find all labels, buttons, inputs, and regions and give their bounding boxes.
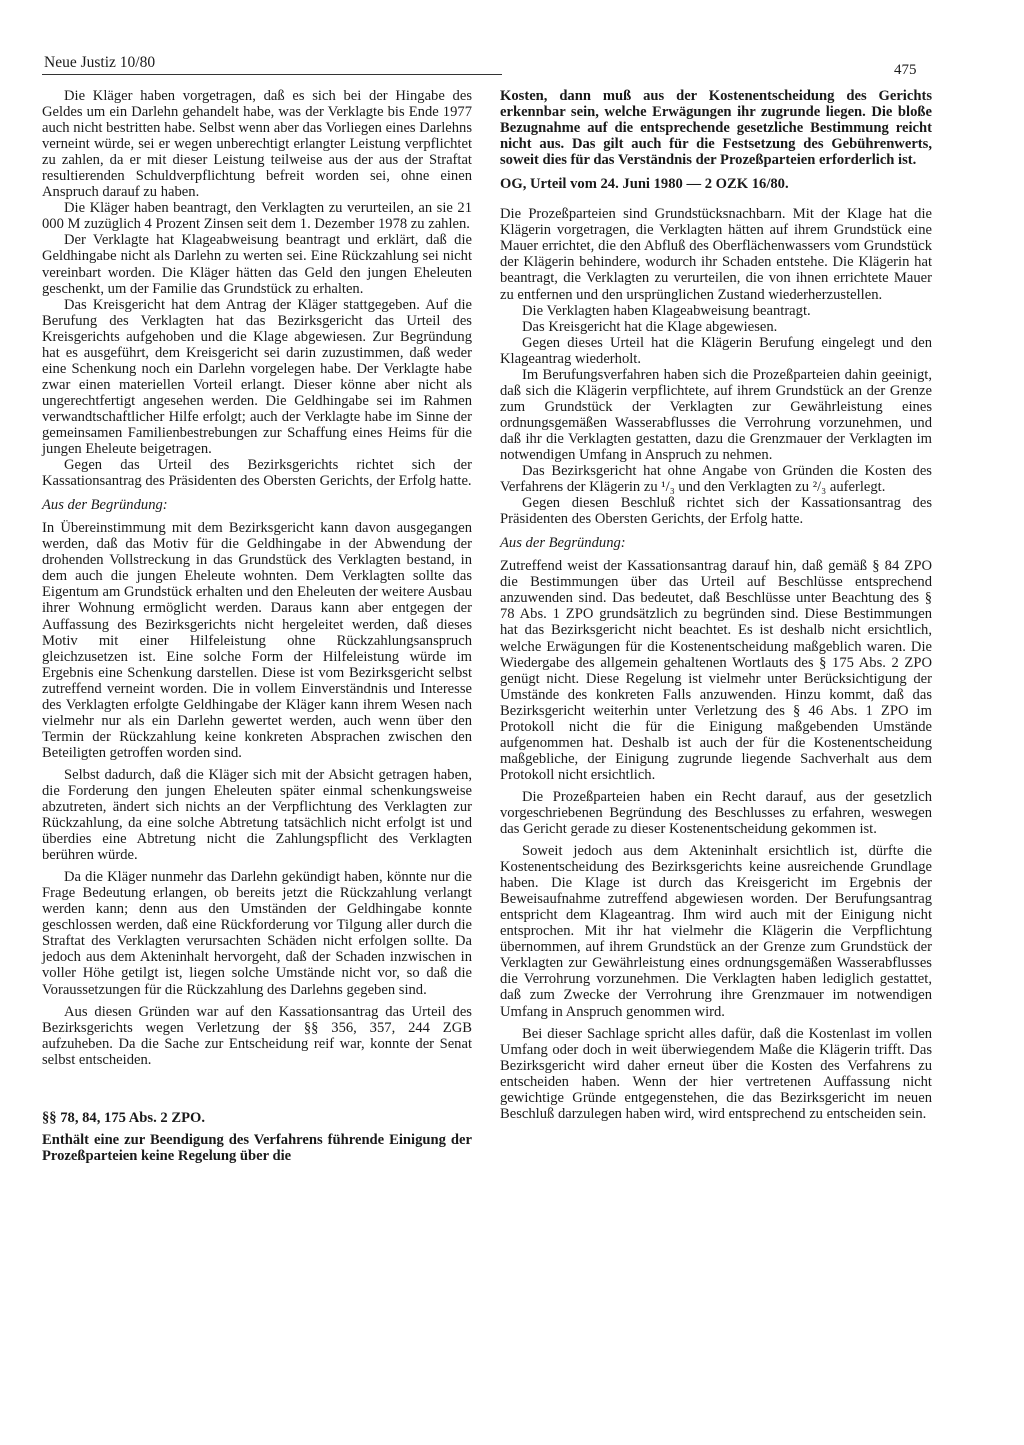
paragraph: Im Berufungsverfahren haben sich die Prozeßparteien dahin geeinigt, daß sich die Klägerin verpflichtete, auf ihrem Grundstück an der Grenze zum Grundstück der Verklagten zur Gewährleistung eines ordnungsgemäßen Wasserabflusses die Verrohrung vorzunehmen, und daß ihr die Verklagten gestatten, dazu die Grenzmauer der Verklagten im notwendigen Umfang in Anspruch zu nehmen. — [500, 366, 932, 463]
section-heading: Aus der Begründung: — [42, 497, 168, 514]
header-rule — [42, 74, 502, 75]
paragraph: Gegen dieses Urteil hat die Klägerin Berufung eingelegt und den Klageantrag wiederholt. — [500, 334, 932, 367]
headnote: Enthält eine zur Beendigung des Verfahrens führende Einigung der Prozeßparteien keine Regelung über die — [42, 1131, 472, 1164]
paragraph: Soweit jedoch aus dem Akteninhalt ersichtlich ist, dürfte die Kostenentscheidung des Bezirksgerichts keine ausreichende Grundlage haben. Die Klage ist durch das Kreisgericht im Ergebnis der Beweisaufnahme zutreffend abgewiesen worden. Der Berufungsantrag entspricht dem Klageantrag. Ihm wird auch mit der Einigung nicht entsprochen. Mit ihr hat vielmehr die Klägerin die Verpflichtung übernommen, auf ihrem Grundstück an der Grenze zum Grundstück der Verklagten zur Gewährleistung eines ordnungsgemäßen Wasserabflusses die Verrohrung vorzunehmen. Die Verklagten haben lediglich gestattet, daß zum Zwecke der Verrohrung ihre Grenzmauer im notwendigen Umfang in Anspruch genommen wird. — [500, 843, 932, 1020]
left-column — [42, 88, 472, 1164]
paragraph: Selbst dadurch, daß die Kläger sich mit der Absicht getragen haben, die Forderung den jungen Eheleuten später einmal schenkungsweise abzutreten, ändert sich nichts an der Verpflichtung des Verklagten zur Rückzahlung, da eine solche Abtretung tatsächlich nicht erfolgt ist und überdies eine Abtretung nicht die Zahlungspflicht des Verklagten berühren würde. — [42, 766, 472, 864]
paragraph: Gegen das Urteil des Bezirksgerichts richtet sich der Kassationsantrag des Präsidenten des Obersten Gerichts, der Erfolg hatte. — [42, 457, 472, 490]
paragraph: Das Kreisgericht hat die Klage abgewiesen. — [522, 318, 778, 335]
paragraph: Das Kreisgericht hat dem Antrag der Kläger stattgegeben. Auf die Berufung des Verklagten hat das Bezirksgericht das Urteil des Kreisgerichts aufgehoben und die Klage abgewiesen. Zur Begründung hat es ausgeführt, dem Kreisgericht sei darin zuzustimmen, daß weder eine Schenkung noch ein Darlehn vorgelegen habe. Der Verklagte habe zwar einen materiellen Vorteil erlangt. Dieser könne aber nicht als ungerechtfertigt angesehen werden. Die Geldhingabe sei im Rahmen verwandtschaftlicher Hilfe erfolgt; auch der Verklagte habe im Sinne der gemeinsamen Familienbestrebungen zur Schaffung eines Heims für die jungen Eheleute beigetragen. — [42, 296, 472, 458]
headnote-continued: Kosten, dann muß aus der Kostenentscheidung des Gerichts erkennbar sein, welche Erwägungen ihr zugrunde liegen. Die bloße Bezugnahme auf die entsprechende gesetzliche Bestimmung reicht nicht aus. Das gilt auch für die Festsetzung des Gebührenwerts, soweit dies für das Verständnis der Prozeßparteien erforderlich ist. — [500, 88, 932, 169]
paragraph: In Übereinstimmung mit dem Bezirksgericht kann davon ausgegangen werden, daß das Motiv für die Geldhingabe in der Abwendung der drohenden Vollstreckung in das Grundstück des Verklagten bestand, in dem auch die jungen Eheleute wohnten. Dem Verklagten sollte das Eigentum am Grundstück erhalten und den Eheleuten der weitere Ausbau ihrer Wohnung ermöglicht werden. Daraus kann aber entgegen der Auffassung des Bezirksgerichts nicht hergeleitet werden, daß dieses Motiv mit einer Hilfeleistung ohne Rückzahlungsanspruch gleichzusetzen ist. Eine solche Form der Hilfeleistung würde im Ergebnis eine Schenkung darstellen. Diese ist vom Bezirksgericht selbst zutreffend verneint worden. Die in vollem Einverständnis und Interesse des Verklagten erfolgte Geldhingabe der Kläger kann ihrem Wesen nach vielmehr nur als ein Darlehn gewertet werden, auch wenn über den Termin der Rückzahlung keine konkreten Absprachen zwischen den Beteiligten getroffen worden sind. — [42, 520, 472, 761]
paragraph: Die Prozeßparteien haben ein Recht darauf, aus der gesetzlich vorgeschriebenen Begründung des Beschlusses zu erfahren, weswegen das Gericht gerade zu dieser Kostenentscheidung gekommen ist. — [500, 788, 932, 838]
journal-header: Neue Justiz 10/80 — [44, 54, 156, 71]
paragraph: Aus diesen Gründen war auf den Kassationsantrag das Urteil des Bezirksgerichts wegen Verletzung der §§ 356, 357, 244 ZGB aufzuheben. Da die Sache zur Entscheidung reif war, konnte der Senat selbst entscheiden. — [42, 1003, 472, 1068]
paragraph: Die Kläger haben beantragt, den Verklagten zu verurteilen, an sie 21 000 M zuzüglich 4 Prozent Zinsen seit dem 1. Dezember 1978 zu zahlen. — [42, 200, 472, 233]
paragraph: Bei dieser Sachlage spricht alles dafür, daß die Kostenlast im vollen Umfang oder doch in weit überwiegendem Maße die Klägerin trifft. Das Bezirksgericht wird daher erneut über die Kosten des Verfahrens zu entscheiden haben. Wenn der hier vertretenen Auffassung nicht gewichtige Gründe entgegenstehen, die das Bezirksgericht im neuen Beschluß darzulegen haben wird, wird entsprechend zu entscheiden sein. — [500, 1025, 932, 1122]
statute-reference: §§ 78, 84, 175 Abs. 2 ZPO. — [42, 1109, 205, 1126]
case-citation: OG, Urteil vom 24. Juni 1980 — 2 OZK 16/80. — [500, 176, 789, 193]
page-number: 475 — [894, 62, 917, 78]
paragraph: Gegen diesen Beschluß richtet sich der Kassationsantrag des Präsidenten des Obersten Gerichts, der Erfolg hatte. — [500, 495, 932, 528]
paragraph: Zutreffend weist der Kassationsantrag darauf hin, daß gemäß § 84 ZPO die Bestimmungen über das Urteil auf Beschlüsse entsprechend anzuwenden sind. Das bedeutet, daß Beschlüsse unter Beachtung des § 78 Abs. 1 ZPO grundsätzlich zu begründen sind. Diese Bestimmungen hat das Bezirksgericht nicht beachtet. Es ist deshalb nicht ersichtlich, welche Erwägungen für die Kostenentscheidung maßgeblich waren. Die Wiedergabe des allgemein gehaltenen Wortlauts des § 175 Abs. 2 ZPO genügt nicht. Diese Regelung ist vielmehr unter Berücksichtigung der Umstände des konkreten Falls anzuwenden. Hinzu kommt, daß das Bezirksgericht weiterhin unter Verletzung des § 46 Abs. 1 ZPO im Protokoll nicht die für die Einigung maßgebenden Umstände aufgenommen hat. Deshalb ist auch der für die Kostenentscheidung maßgebliche, der Einigung zugrunde liegende Sachverhalt aus dem Protokoll nicht ersichtlich. — [500, 558, 932, 783]
paragraph: Der Verklagte hat Klageabweisung beantragt und erklärt, daß die Geldhingabe nicht als Darlehn zu werten sei. Eine Rückzahlung sei nicht vereinbart worden. Die Kläger hätten das Geld den jungen Eheleuten geschenkt, um der Familie das Grundstück zu erhalten. — [42, 232, 472, 297]
paragraph: Das Bezirksgericht hat ohne Angabe von Gründen die Kosten des Verfahrens der Klägerin zu ¹/₃ und den Verklagten zu ²/₃ auferlegt. — [500, 463, 932, 496]
paragraph: Da die Kläger nunmehr das Darlehn gekündigt haben, könnte nur die Frage Bedeutung erlangen, ob bereits jetzt die Rückzahlung verlangt werden kann; denn aus den Umständen der Geldhingabe konnte geschlossen werden, daß eine Rückforderung vor Tilgung aller durch die Straftat des Verklagten verursachten Schäden nicht erfolgen sollte. Da jedoch aus dem Akteninhalt hervorgeht, daß der Schaden inzwischen in voller Höhe getilgt ist, liegen solche Umstände nicht vor, so daß die Voraussetzungen für die Rückzahlung des Darlehns gegeben sind. — [42, 869, 472, 998]
section-heading: Aus der Begründung: — [500, 535, 626, 552]
paragraph: Die Kläger haben vorgetragen, daß es sich bei der Hingabe des Geldes um ein Darlehn gehandelt habe, was der Verklagte bis Ende 1977 auch nicht bestritten habe. Selbst wenn aber das Vorliegen eines Darlehns verneint würde, sei er wegen unberechtigt erlangter Leistung verpflichtet zu zahlen, da er mit dieser Leistung teilweise aus der aus der Straftat resultierenden Schuldverpflichtung befreit worden sei, ohne einen Anspruch darauf zu haben. — [42, 88, 472, 201]
paragraph: Die Prozeßparteien sind Grundstücksnachbarn. Mit der Klage hat die Klägerin vorgetragen, die Verklagten hätten auf ihrem Grundstück eine Mauer errichtet, die den Abfluß des Oberflächenwassers vom Grundstück der Klägerin behindere, wodurch ihr Schaden entstehe. Die Klägerin hat beantragt, die Verklagten zu verurteilen, die von ihnen errichtete Mauer zu entfernen und den ursprünglichen Zustand wiederherzustellen. — [500, 206, 932, 303]
paragraph: Die Verklagten haben Klageabweisung beantragt. — [522, 302, 811, 319]
right-column — [500, 88, 932, 1122]
